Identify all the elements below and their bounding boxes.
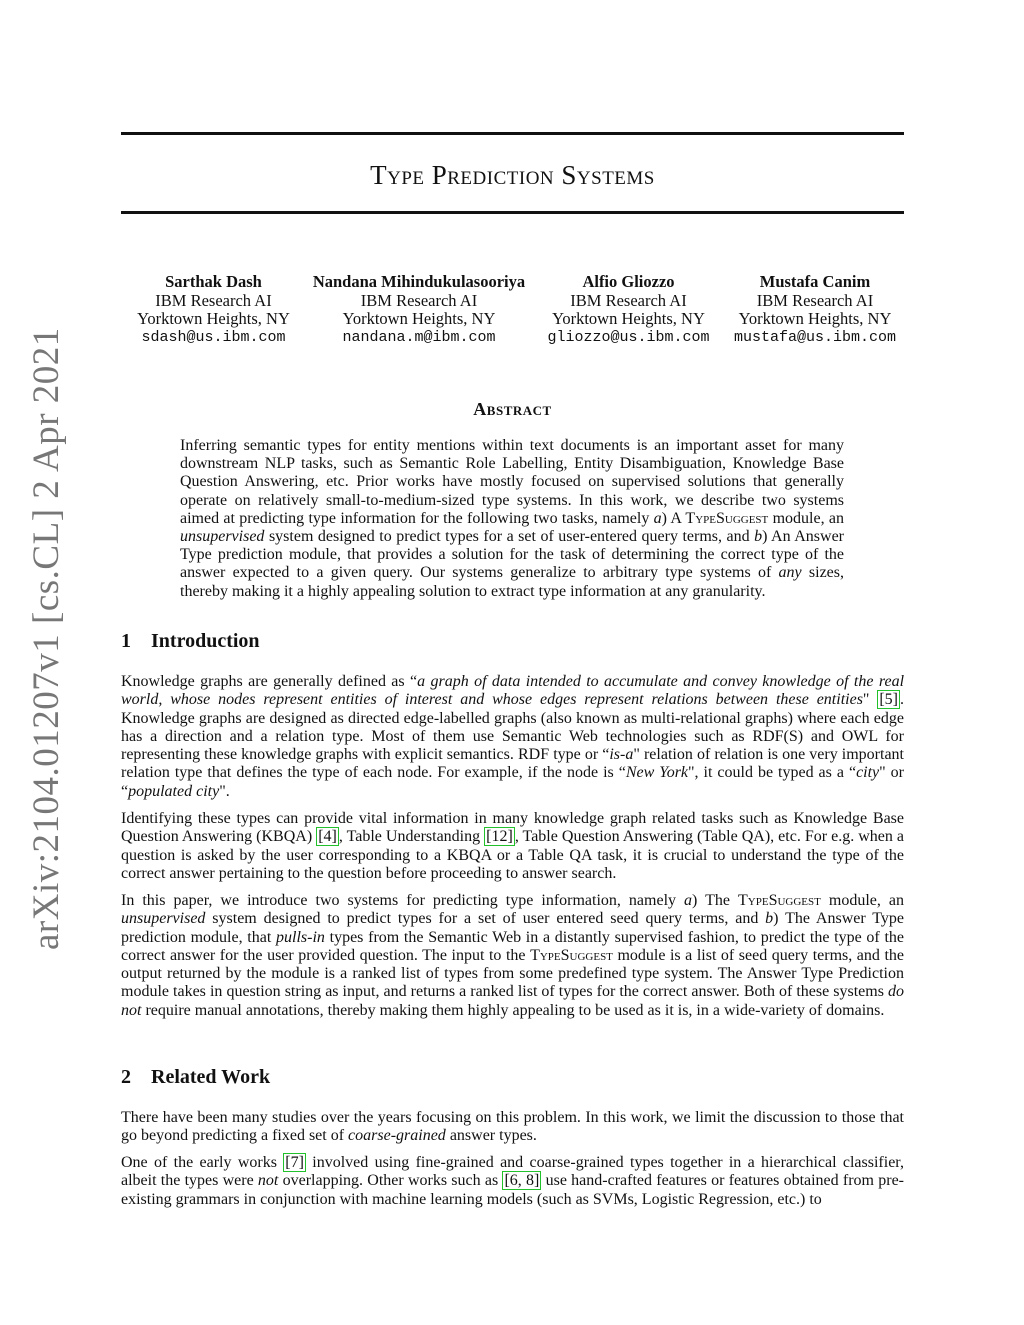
author-name: Mustafa Canim — [759, 272, 871, 291]
author-affiliation: IBM Research AI — [570, 290, 687, 310]
citation-link[interactable]: [4] — [318, 828, 337, 846]
title-bottom-rule — [121, 211, 904, 214]
author-block — [121, 273, 904, 353]
author-email: mustafa@us.ibm.com — [733, 328, 897, 346]
author-location: Yorktown Heights, NY — [738, 309, 892, 329]
author-email: nandana.m@ibm.com — [342, 328, 496, 346]
related-paragraph-2: One of the early works [7] involved using fine-grained and coarse-grained types together in a hierarchical classifier, albeit the types were not overlapping. Other works such as [6, 8] use hand-crafted features or features obtained from pre-existing grammars in conjunction with machine learning models (such as SVMs, Logistic Regression, etc.) to — [121, 1154, 905, 1208]
author-affiliation: IBM Research AI — [155, 290, 272, 310]
related-paragraph-1: There have been many studies over the years focusing on this problem. In this work, we limit the discussion to those that go beyond predicting a fixed set of coarse-grained answer types. — [121, 1109, 904, 1145]
author-name: Nandana Mihindukulasooriya — [312, 272, 526, 291]
intro-paragraph-1: Knowledge graphs are generally defined as “a graph of data intended to accumulate and convey knowledge of the real world, whose nodes represent entities of interest and whose edges represent relations between these entities" [5] . Knowledge graphs are designed as directed edge-labelled graphs (also known as multi-relational graphs) where each edge has a direction and a relation type. Most of them use Semantic Web technologies such as RDF(S) and OWL for representing these knowledge graphs with explicit semantics. RDF type or “is-a" relation of relation is one very important relation type that defines the type of each node. For example, if the node is “New York", it could be typed as a “city" or “populated city". — [121, 673, 905, 800]
arxiv-identifier: arXiv:2104.01207v1 [cs.CL] 2 Apr 2021 — [26, 327, 67, 950]
author-2 — [307, 273, 531, 347]
intro-paragraph-3: In this paper, we introduce two systems for predicting type information, namely a) The TypeSuggest module, an unsupervised system designed to predict types for a set of user entered seed query terms, and b) The Answer Type prediction module, that pulls-in types from the Semantic Web in a distantly supervised fashion, to predict the type of the correct answer for the user provided question. The input to the TypeSuggest module is a list of seed query terms, and the output returned by the module is a ranked list of types from some predefined type system. The Answer Type Prediction module takes in question string as input, and returns a ranked list of types for the correct answer. Both of these systems do not require manual annotations, thereby making them highly appealing to be used as it is, in a wide-variety of domains. — [121, 892, 905, 1019]
author-1 — [121, 273, 306, 347]
paper-title: Type Prediction Systems — [370, 160, 655, 190]
author-name: Sarthak Dash — [165, 272, 262, 291]
title-top-rule — [121, 132, 904, 135]
section-heading-related-work: 2 Related Work — [121, 1066, 271, 1088]
author-3 — [541, 273, 716, 347]
author-affiliation: IBM Research AI — [360, 290, 478, 310]
author-affiliation: IBM Research AI — [756, 290, 874, 310]
citation-link[interactable]: [12] — [486, 828, 513, 846]
author-name: Alfio Gliozzo — [582, 272, 675, 291]
section-heading-introduction: 1 Introduction — [121, 630, 260, 652]
citation-link[interactable]: [6, 8] — [504, 1172, 540, 1190]
author-email: sdash@us.ibm.com — [141, 328, 286, 346]
author-location: Yorktown Heights, NY — [552, 309, 705, 329]
citation-link[interactable]: [7] — [285, 1154, 304, 1171]
abstract-heading: Abstract — [473, 399, 552, 419]
citation-link[interactable]: [5] — [879, 691, 898, 709]
author-4 — [726, 273, 904, 347]
author-location: Yorktown Heights, NY — [137, 309, 290, 329]
abstract-text: Inferring semantic types for entity mentions within text documents is an important asset for many downstream NLP tasks, such as Semantic Role Labelling, Entity Disambiguation, Knowledge Base Question Answering, etc. Prior works have mostly focused on supervised solutions that generally operate on relatively small-to-medium-sized type systems. In this work, we describe two systems aimed at predicting type information for the following two tasks, namely a) A TypeSuggest module, an unsupervised system designed to predict types for a set of user-entered query terms, and b) An Answer Type prediction module, that provides a solution for the task of determining the correct type of the answer expected to a given query. Our systems generalize to arbitrary type systems of any sizes, thereby making it a highly appealing solution to extract type information at any granularity. — [180, 437, 845, 600]
author-location: Yorktown Heights, NY — [342, 309, 496, 329]
intro-paragraph-2: Identifying these types can provide vital information in many knowledge graph related tasks such as Knowledge Base Question Answering (KBQA) [4] , Table Understanding [12] , Table Question Answering (Table QA), etc. For e.g. when a question is asked by the user corresponding to a KBQA or a Table QA task, it is crucial to understand the type of the correct answer pertaining to the question before proceeding to answer search. — [121, 810, 905, 882]
author-email: gliozzo@us.ibm.com — [547, 328, 710, 346]
